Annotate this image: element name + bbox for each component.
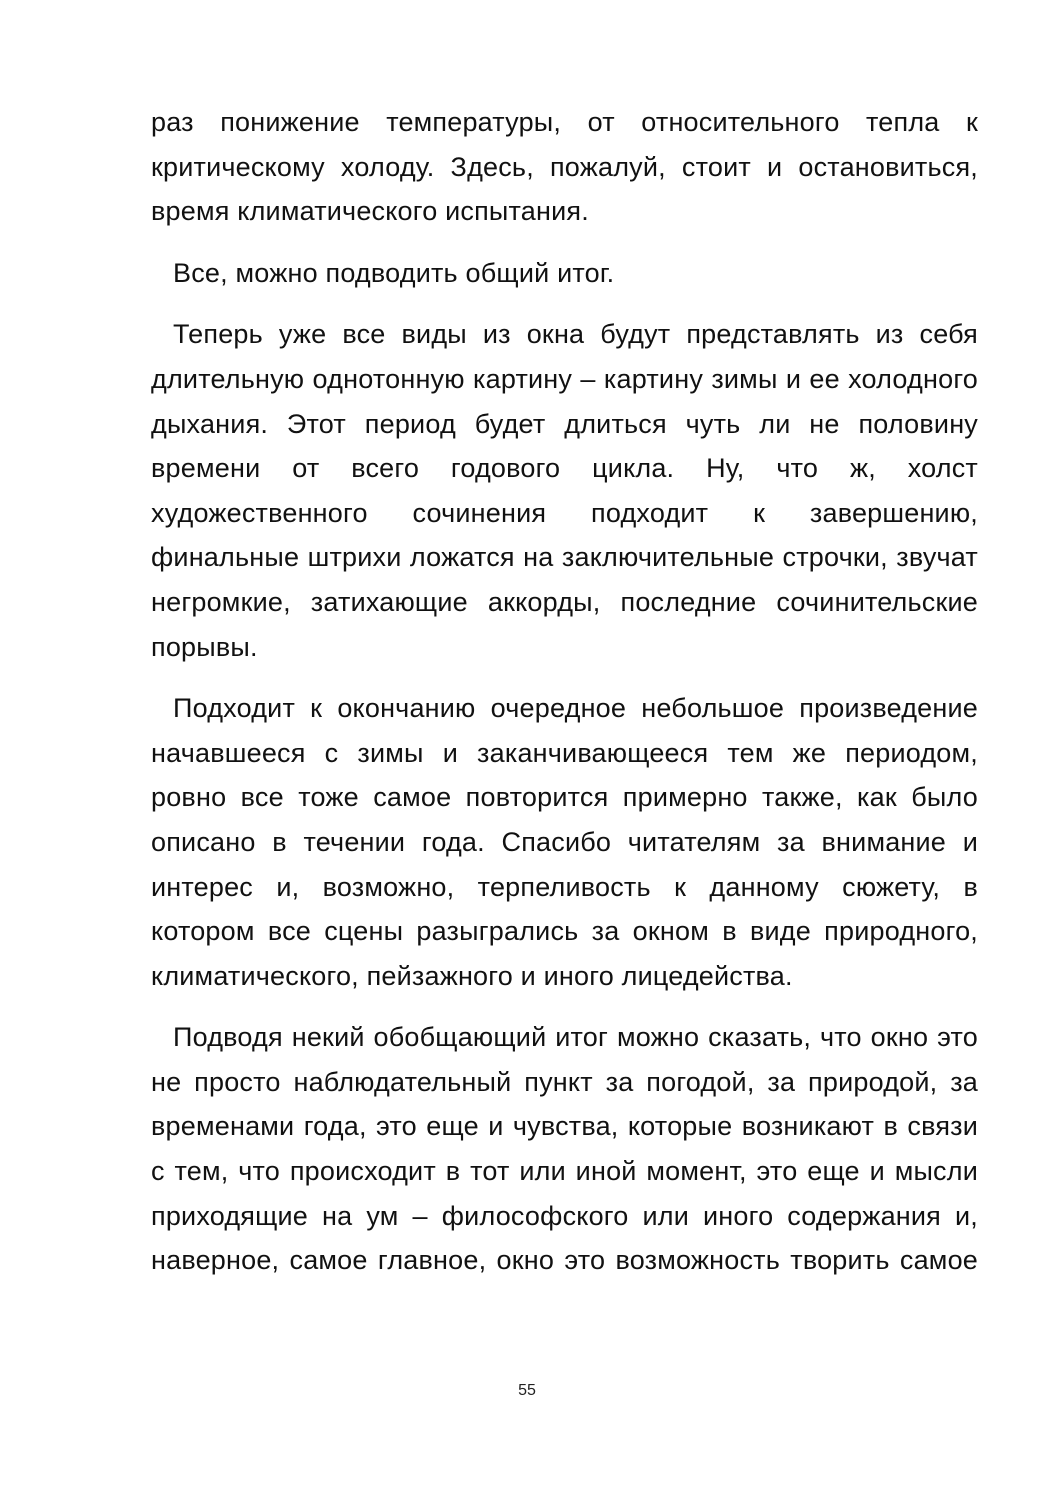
page-number: 55 <box>518 1382 536 1399</box>
body-text <box>151 100 978 1283</box>
paragraph-summary: Все, можно подводить общий итог. <box>173 257 615 288</box>
paragraph-ending: Подходит к окончанию очередное небольшое произведение начавшееся с зимы и заканчивающееся тем же периодом, ровно все тоже самое повторится примерно также, как было описано в течении года. Спасибо читателям за внимание и интерес и, возможно, терпеливость к данному сюжету, в котором все сцены разыгрались за окном в виде природного, климатического, пейзажного и иного лицедейства. <box>151 693 978 991</box>
paragraph-winter: Теперь уже все виды из окна будут представлять из себя длительную однотонную картину – картину зимы и ее холодного дыхания. Этот период будет длиться чуть ли не половину времени от всего годового цикла. Ну, что ж, холст художественного сочинения подходит к завершению, финальные штрихи ложатся на заключительные строчки, звучат негромкие, затихающие аккорды, последние сочинительские порывы. <box>151 319 978 662</box>
paragraph-conclusion: Подводя некий обобщающий итог можно сказать, что окно это не просто наблюдательный пункт за погодой, за природой, за временами года, это еще и чувства, которые возникают в связи с тем, что происходит в тот или иной момент, это еще и мысли приходящие на ум – философского или иного содержания и, наверное, самое главное, окно это возможность творить самое <box>151 1022 978 1276</box>
paragraph-continuation: раз понижение температуры, от относительного тепла к критическому холоду. Здесь, пожалуй, стоит и остановиться, время климатического испытания. <box>151 107 978 227</box>
